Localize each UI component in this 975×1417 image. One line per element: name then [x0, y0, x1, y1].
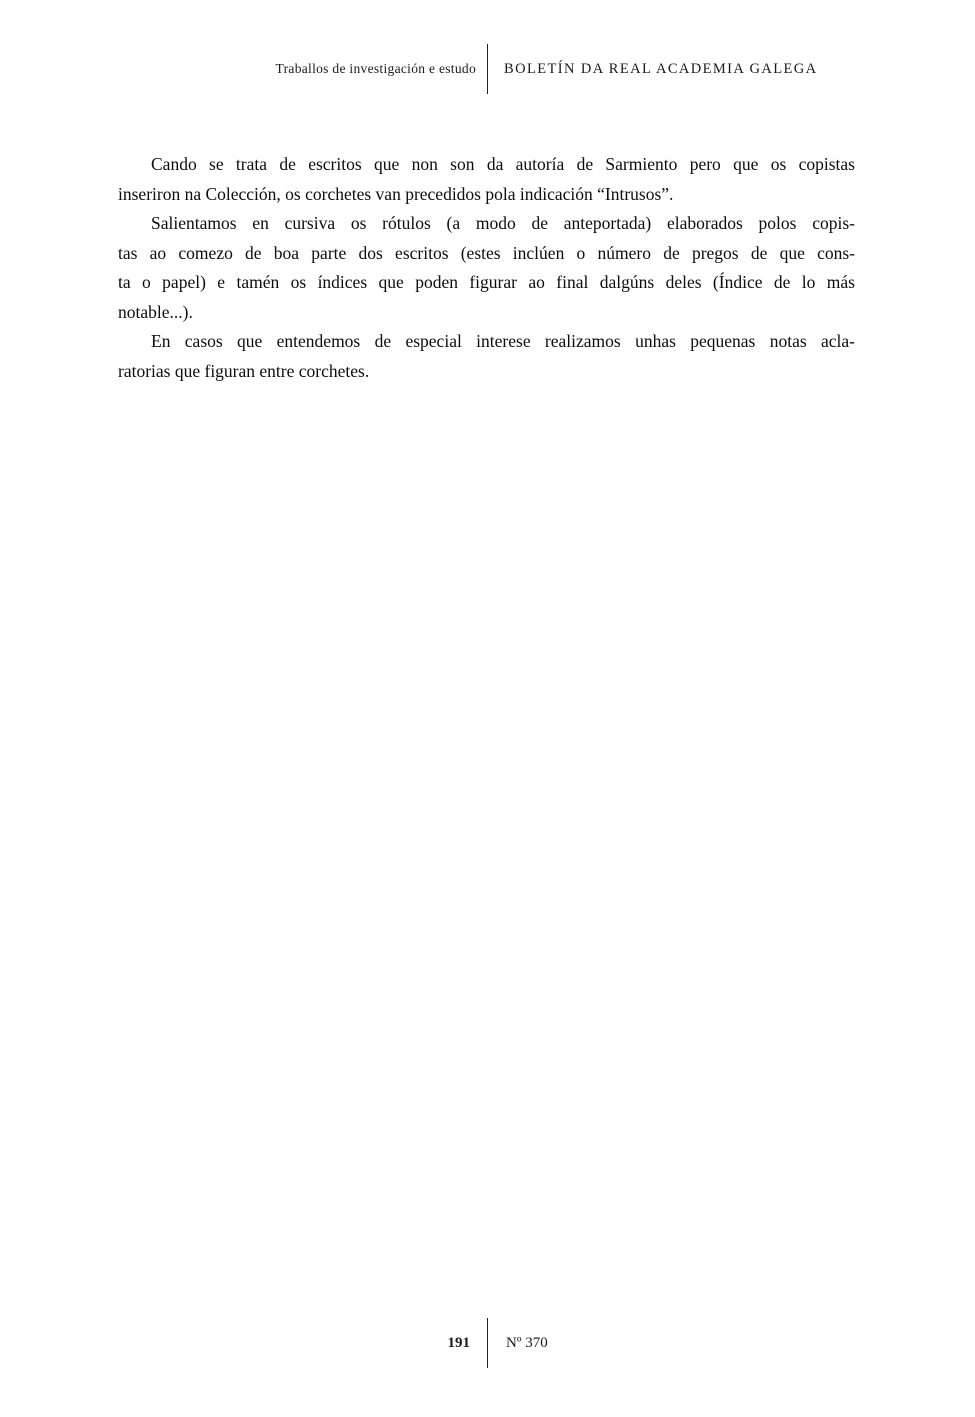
header-journal-title: BOLETÍN DA REAL ACADEMIA GALEGA: [504, 60, 818, 77]
paragraph: [118, 209, 855, 327]
text-line: ta o papel) e tamén os índices que poden figurar ao final dalgúns deles (Índice de lo más: [118, 272, 855, 292]
text-line: Salientamos en cursiva os rótulos (a modo de anteportada) elaborados polos copis-: [151, 213, 855, 233]
text-line: notable...).: [118, 301, 193, 322]
text-line: ratorias que figuran entre corchetes.: [118, 360, 370, 381]
running-footer: [0, 1318, 975, 1368]
paragraph: [118, 327, 855, 386]
header-section-title: Traballos de investigación e estudo: [275, 61, 476, 76]
text-line: En casos que entendemos de especial interese realizamos unhas pequenas notas acla-: [151, 331, 855, 351]
article-text: [118, 150, 855, 386]
text-line: tas ao comezo de boa parte dos escritos (estes inclúen o número de pregos de que cons-: [118, 242, 855, 263]
page-number: 191: [447, 1334, 470, 1351]
text-line: inseriron na Colección, os corchetes van precedidos pola indicación “Intrusos”.: [118, 183, 674, 204]
paragraph: [118, 150, 855, 209]
issue-number: Nº 370: [506, 1334, 548, 1351]
running-header: [0, 44, 975, 94]
text-line: Cando se trata de escritos que non son da autoría de Sarmiento pero que os copistas: [151, 154, 855, 174]
